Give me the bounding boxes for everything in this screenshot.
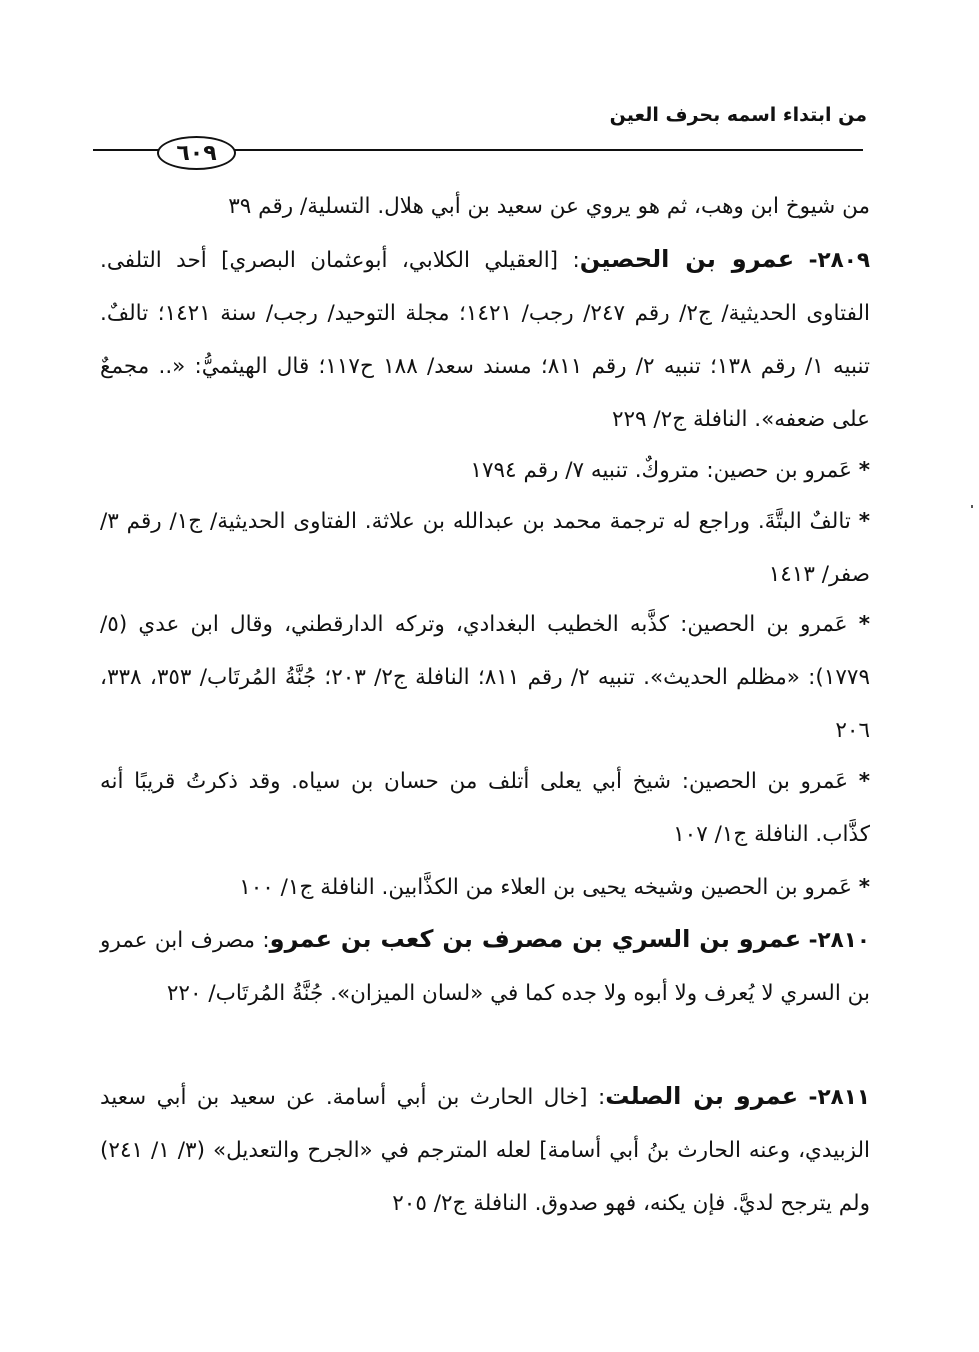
asterisk-bullet: * bbox=[858, 612, 870, 637]
entry-number: ٢٨١١- bbox=[808, 1085, 870, 1110]
running-header-title: من ابتداء اسمه بحرف العين bbox=[609, 104, 867, 126]
entry-number: ٢٨١٠- bbox=[808, 928, 870, 953]
note-text: عَمرو بن حصين: متروكٌ. تنبيه ٧/ رقم ١٧٩٤ bbox=[470, 458, 852, 483]
asterisk-bullet: * bbox=[858, 458, 870, 483]
entry-2809 bbox=[100, 233, 870, 446]
note-text: عَمرو بن الحصين: شيخ أبي يعلى أتلف من حسان بن سياه. وقد ذكرتُ قريبًا أنه كذَّاب. النافلة ج١/ ١٠٧ bbox=[100, 769, 870, 847]
entry-body-text: : مصرف ابن عمرو بن السري لا يُعرف ولا أبوه ولا جده كما في «لسان الميزان». جُنَّةُ المُرتَاب/ ٢٢٠ bbox=[100, 928, 870, 1006]
note-text: عَمرو بن الحصين: كذَّبه الخطيب البغدادي، وتركه الدارقطني، وقال ابن عدي (٥/ ١٧٧٩): «مظلم الحديث». تنبيه ٢/ رقم ٨١١؛ النافلة ج٢/ ٢٠٣؛ جُنَّةُ المُرتَاب/ ٣٥٣، ٣٣٨، ٢٠٦ bbox=[100, 612, 870, 743]
scan-speck bbox=[971, 505, 973, 508]
note-paragraph bbox=[100, 861, 870, 914]
entry-2811 bbox=[100, 1070, 870, 1230]
asterisk-bullet: * bbox=[858, 509, 870, 534]
note-paragraph bbox=[100, 598, 870, 757]
note-paragraph bbox=[100, 495, 870, 601]
note-paragraph bbox=[100, 444, 870, 497]
entry-heading-name: عمرو بن الصلت bbox=[605, 1082, 799, 1110]
entry-body-text: : [العقيلي الكلابي، أبوعثمان البصري] أحد التلفى. الفتاوى الحديثية/ ج٢/ رقم ٢٤٧/ رجب/ ١٤٢١؛ مجلة التوحيد/ رجب/ سنة ١٤٢١؛ تالفٌ. تنبيه ١/ رقم ١٣٨؛ تنبيه ٢/ رقم ٨١١؛ مسند سعد/ ١٨٨ ح١١٧؛ قال الهيثميُّ: «.. مجمعٌ على ضعفه». النافلة ج٢/ ٢٢٩ bbox=[100, 248, 871, 432]
intro-text: من شيوخ ابن وهب، ثم هو يروي عن سعيد بن أبي هلال. التسلية/ رقم ٣٩ bbox=[228, 194, 870, 219]
intro-paragraph bbox=[100, 180, 870, 233]
page-number: ٦٠٩ bbox=[157, 136, 236, 170]
note-text: عَمرو بن الحصين وشيخه يحيى بن العلاء من الكذَّابين. النافلة ج١/ ١٠٠ bbox=[239, 875, 852, 900]
entry-body-text: : [خال الحارث بن أبي أسامة. عن سعيد بن أبي سعيد الزبيدي، وعنه الحارث بنُ أبي أسامة] لعله المترجم في «الجرح والتعديل» (٣/ ١/ ٢٤١) ولم يترجح لديَّ. فإن يكنه، فهو صدوق. النافلة ج٢/ ٢٠٥ bbox=[100, 1085, 871, 1216]
note-text: تالفٌ البتَّةَ. وراجع له ترجمة محمد بن عبدالله بن علاثة. الفتاوى الحديثية/ ج١/ رقم ٣/ صفر/ ١٤١٣ bbox=[100, 509, 870, 587]
entry-heading-name: عمرو بن السري بن مصرف بن كعب بن عمرو bbox=[269, 925, 802, 953]
asterisk-bullet: * bbox=[858, 875, 870, 900]
entry-number: ٢٨٠٩- bbox=[808, 248, 870, 273]
note-paragraph bbox=[100, 755, 870, 861]
entry-heading-name: عمرو بن الحصين bbox=[579, 245, 795, 273]
asterisk-bullet: * bbox=[858, 769, 870, 794]
entry-2810 bbox=[100, 913, 870, 1020]
